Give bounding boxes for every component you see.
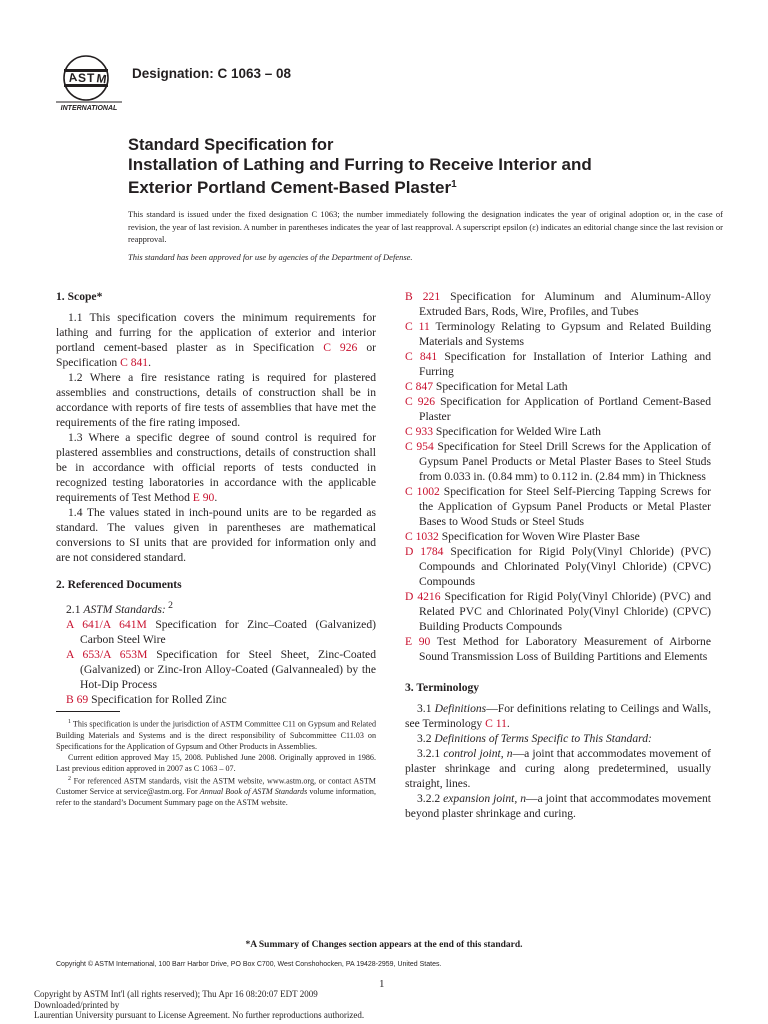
reference-title: Specification for Welded Wire Lath bbox=[433, 425, 601, 438]
reference-item bbox=[66, 692, 376, 707]
reference-item bbox=[405, 544, 711, 589]
reference-code-link[interactable]: C 933 bbox=[405, 425, 434, 438]
reference-code-link[interactable]: C 847 bbox=[405, 380, 434, 393]
reference-title: Specification for Zinc–Coated (Galvanized) Carbon Steel Wire bbox=[80, 617, 376, 646]
section-1-2: 1.2 Where a fire resistance rating is required for plastered assemblies and constructions, details of construction shall be in accordance with reports of fire tests of assemblies that have met the requirements of the fire rating imposed. bbox=[56, 371, 376, 429]
astm-logo-icon bbox=[56, 52, 124, 116]
reference-item bbox=[405, 634, 711, 664]
reference-item bbox=[405, 289, 711, 319]
reference-code-link[interactable]: C 1002 bbox=[405, 485, 440, 498]
reference-title: Specification for Rigid Poly(Vinyl Chloride) (PVC) Compounds and Chlorinated Poly(Vinyl Chloride) (CPVC) Compounds bbox=[419, 545, 711, 588]
reference-title: Specification for Installation of Interior Lathing and Furring bbox=[419, 350, 712, 378]
left-column bbox=[56, 289, 376, 707]
document-title bbox=[128, 135, 728, 198]
issued-note: This standard is issued under the fixed designation C 1063; the number immediately following the designation indicates the year of original adoption or, in the case of revision, the year of last revision. A number in parentheses indicates the year of last reapproval. A superscript epsilon (ε) indicates an editorial change since the last revision or reapproval. bbox=[128, 209, 723, 244]
reference-item bbox=[405, 379, 711, 394]
logo-org-text: INTERNATIONAL bbox=[60, 105, 118, 112]
reference-title: Specification for Woven Wire Plaster Base bbox=[438, 530, 640, 543]
link-c926[interactable]: C 926 bbox=[323, 341, 358, 354]
referenced-documents-heading: 2. Referenced Documents bbox=[56, 578, 182, 591]
footnote-divider bbox=[56, 711, 120, 712]
footnotes bbox=[56, 717, 376, 808]
reference-title: Specification for Metal Lath bbox=[433, 380, 568, 393]
svg-text:M: M bbox=[95, 71, 108, 87]
footnote-1-edition: Current edition approved May 15, 2008. Published June 2008. Originally approved in 1986. Last previous edition approved in 2007 as C 1063 – 07. bbox=[56, 752, 376, 773]
print-stamp bbox=[34, 989, 364, 1021]
reference-code-link[interactable]: C 926 bbox=[405, 395, 436, 408]
title-footnote-mark[interactable]: 1 bbox=[451, 179, 457, 190]
section-3-2-2: 3.2.2 expansion joint, n—a joint that accommodates movement beyond plaster shrinkage and curing. bbox=[405, 792, 711, 820]
reference-title: Specification for Application of Portland Cement-Based Plaster bbox=[419, 395, 711, 423]
section-3-2-1: 3.2.1 control joint, n—a joint that accommodates movement of plaster shrinkage and curing along predetermined, usually straight, lines. bbox=[405, 747, 711, 790]
reference-code-link[interactable]: D 4216 bbox=[405, 590, 441, 603]
dod-note: This standard has been approved for use by agencies of the Department of Defense. bbox=[128, 252, 413, 262]
designation: Designation: C 1063 – 08 bbox=[132, 66, 292, 81]
link-c11[interactable]: C 11 bbox=[485, 717, 507, 730]
section-3-2: 3.2 Definitions of Terms Specific to This Standard: bbox=[417, 732, 652, 745]
copyright-line: Copyright © ASTM International, 100 Barr Harbor Drive, PO Box C700, West Conshohocken, PA 19428-2959, United States. bbox=[56, 961, 442, 968]
reference-code-link[interactable]: C 841 bbox=[405, 350, 438, 363]
reference-item bbox=[405, 529, 711, 544]
print-stamp-line-3: Laurentian University pursuant to License Agreement. No further reproductions authorized. bbox=[34, 1010, 365, 1020]
reference-title: Specification for Steel Self-Piercing Tapping Screws for the Application of Gypsum Panel Products or Metal Plaster Bases to Wood Studs or Steel Studs bbox=[419, 485, 712, 528]
reference-item bbox=[405, 484, 711, 529]
section-1-3: 1.3 Where a specific degree of sound control is required for plastered assemblies and constructions, details of construction shall be in accordance with official reports of tests conducted in recognized testing laboratories in accordance with the applicable requirements of Test Method E 90. bbox=[56, 431, 376, 504]
reference-code-link[interactable]: B 221 bbox=[405, 290, 441, 303]
reference-title: Specification for Steel Drill Screws for the Application of Gypsum Panel Products or Metal Plaster Bases to Steel Studs from 0.033 in. (0.84 mm) to 0.112 in. (2.84 mm) in Thickness bbox=[419, 440, 711, 483]
print-stamp-line-1: Copyright by ASTM Int'l (all rights reserved); Thu Apr 16 08:20:07 EDT 2009 bbox=[34, 989, 318, 999]
reference-title: Test Method for Laboratory Measurement of Airborne Sound Transmission Loss of Building Partitions and Elements bbox=[419, 635, 711, 663]
page-number: 1 bbox=[379, 978, 385, 990]
print-stamp-line-2: Downloaded/printed by bbox=[34, 999, 120, 1010]
section-1-1: 1.1 This specification covers the minimum requirements for lathing and furring for the application of exterior and interior portland cement-based plaster as in Specification C 926 or Specification C 841. bbox=[56, 311, 376, 369]
reference-code-link[interactable]: C 1032 bbox=[405, 530, 439, 543]
reference-item bbox=[405, 589, 711, 634]
terminology-heading: 3. Terminology bbox=[405, 681, 480, 694]
reference-title: Terminology Relating to Gypsum and Related Building Materials and Systems bbox=[419, 320, 711, 348]
reference-title: Specification for Rigid Poly(Vinyl Chloride) (PVC) and Related PVC and Chlorinated Poly(Vinyl Chloride) (CPVC) Building Products Compounds bbox=[419, 590, 711, 633]
reference-code-link[interactable]: A 653/A 653M bbox=[66, 647, 148, 661]
footnote-1: $^1$ This specification is under the jurisdiction of ASTM Committee C11 on Gypsum and Related Building Materials and Systems and is the direct responsibility of Subcommittee C11.03 on Specifications for the Application of Gypsum and Other Products in Assemblies. bbox=[56, 719, 376, 751]
reference-title: Specification for Rolled Zinc bbox=[88, 692, 227, 706]
reference-code-link[interactable]: A 641/A 641M bbox=[66, 617, 147, 631]
svg-text:A: A bbox=[67, 69, 79, 85]
reference-title: Specification for Steel Sheet, Zinc-Coated (Galvanized) or Zinc-Iron Alloy-Coated (Galvannealed) by the Hot-Dip Process bbox=[80, 647, 376, 691]
reference-item bbox=[405, 424, 711, 439]
reference-code-link[interactable]: C 11 bbox=[405, 320, 430, 333]
title-line-3-text: Exterior Portland Cement-Based Plaster bbox=[128, 178, 452, 197]
reference-title: Specification for Aluminum and Aluminum-Alloy Extruded Bars, Rods, Wire, Profiles, and Tubes bbox=[419, 290, 711, 318]
reference-code-link[interactable]: B 69 bbox=[66, 692, 89, 706]
link-e90[interactable]: E 90 bbox=[192, 491, 215, 504]
summary-of-changes-note: *A Summary of Changes section appears at the end of this standard. bbox=[245, 940, 523, 950]
svg-text:S: S bbox=[78, 71, 87, 85]
section-3-1: 3.1 Definitions—For definitions relating to Ceilings and Walls, see Terminology C 11. bbox=[405, 702, 711, 730]
title-line-1: Standard Specification for bbox=[128, 136, 334, 154]
scope-heading: 1. Scope* bbox=[56, 290, 103, 303]
section-1-4: 1.4 The values stated in inch-pound units are to be regarded as standard. The values given in parentheses are mathematical conversions to SI units that are provided for information only and are not considered standard. bbox=[56, 506, 376, 564]
reference-code-link[interactable]: D 1784 bbox=[405, 545, 444, 558]
reference-item bbox=[405, 394, 711, 424]
reference-item bbox=[66, 647, 376, 692]
reference-item bbox=[405, 319, 711, 349]
section-2-1: 2.1 ASTM Standards: $^2$ bbox=[66, 600, 173, 616]
title-line-3 bbox=[128, 175, 728, 198]
reference-item bbox=[405, 439, 711, 484]
right-column bbox=[405, 289, 711, 821]
left-reference-list bbox=[56, 617, 376, 707]
link-c841[interactable]: C 841 bbox=[120, 356, 149, 369]
reference-item bbox=[405, 349, 711, 379]
reference-item bbox=[66, 617, 376, 647]
right-reference-list bbox=[405, 289, 711, 664]
reference-code-link[interactable]: E 90 bbox=[405, 635, 431, 648]
reference-code-link[interactable]: C 954 bbox=[405, 440, 434, 453]
title-line-2: Installation of Lathing and Furring to Receive Interior and bbox=[128, 155, 592, 174]
svg-text:T: T bbox=[87, 71, 95, 85]
footnote-2: $^2$ For referenced ASTM standards, visit the ASTM website, www.astm.org, or contact ASTM Customer Service at service@astm.org. For Annual Book of ASTM Standards volume information, refer to the standard’s Document Summary page on the ASTM website. bbox=[56, 775, 376, 808]
